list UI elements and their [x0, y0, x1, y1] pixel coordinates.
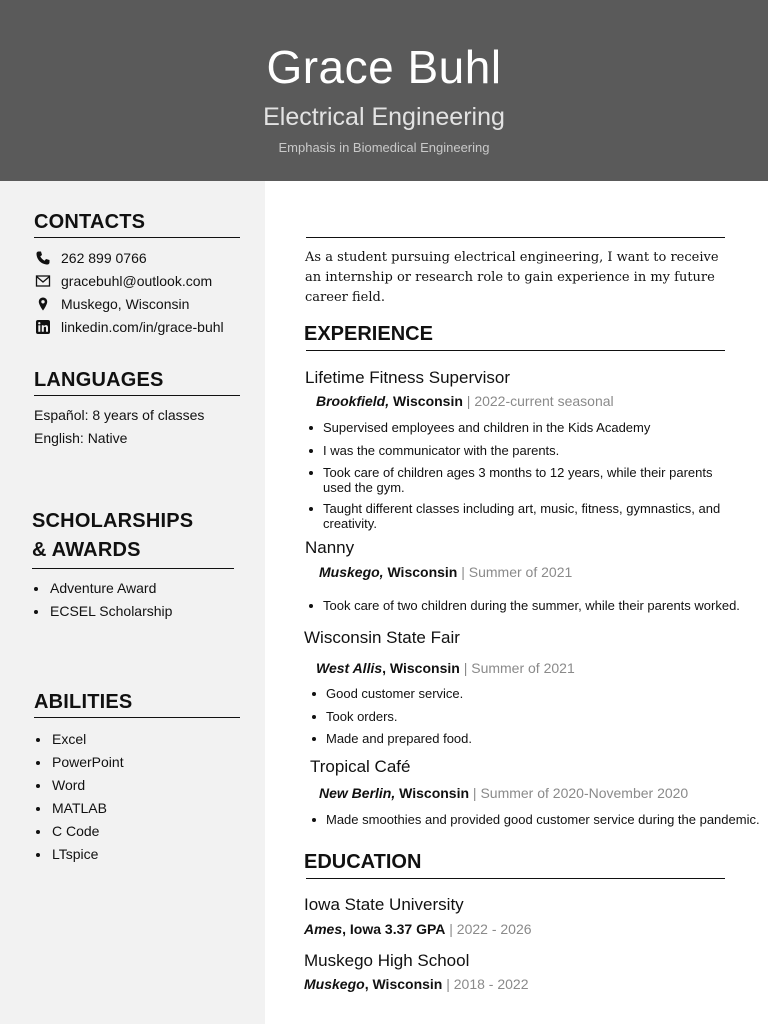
- job-bullet: Took care of children ages 3 months to 12 years, while their parents used the gym.: [323, 465, 723, 495]
- school-name: Iowa State University: [304, 895, 464, 914]
- linkedin-icon: [34, 319, 51, 336]
- abilities-divider: [34, 717, 240, 718]
- job-title: Nanny: [305, 538, 355, 557]
- languages-heading: LANGUAGES: [34, 369, 164, 391]
- job-dates: | Summer of 2021: [457, 564, 573, 580]
- ability-item: LTspice: [52, 846, 99, 862]
- objective-divider: [306, 237, 725, 238]
- language-item: English: Native: [34, 430, 128, 446]
- awards-heading-line1: SCHOLARSHIPS: [32, 510, 194, 532]
- job-location: [316, 660, 575, 676]
- ability-item: Word: [52, 777, 86, 793]
- location-text: Muskego, Wisconsin: [61, 296, 190, 312]
- job-dates: | 2022-current seasonal: [462, 393, 614, 409]
- job-bullet: Made smoothies and provided good customer service during the pandemic.: [326, 812, 762, 827]
- map-pin-icon: [34, 296, 51, 313]
- abilities-heading: ABILITIES: [34, 691, 133, 713]
- resume-header: [0, 0, 768, 181]
- languages-divider: [34, 395, 240, 396]
- job-state: Wisconsin: [383, 564, 458, 580]
- school-dates: | 2022 - 2026: [445, 921, 532, 937]
- major-emphasis: Emphasis in Biomedical Engineering: [278, 140, 490, 155]
- job-bullet: Supervised employees and children in the Kids Academy: [323, 420, 723, 435]
- envelope-icon: [34, 273, 51, 290]
- job-title: Wisconsin State Fair: [304, 628, 460, 647]
- awards-heading-line2: & AWARDS: [32, 539, 141, 561]
- experience-heading: EXPERIENCE: [304, 323, 433, 345]
- major-title: Electrical Engineering: [263, 103, 505, 131]
- contacts-divider: [34, 237, 240, 238]
- job-city: West Allis: [316, 660, 383, 676]
- school-city: Muskego: [304, 976, 365, 992]
- education-divider: [306, 878, 725, 879]
- experience-divider: [306, 350, 725, 351]
- contact-phone[interactable]: [34, 248, 147, 268]
- awards-divider: [32, 568, 234, 569]
- objective-statement: As a student pursuing electrical engineering, I want to receive an internship or research role to gain experience in my future career field.: [305, 250, 719, 305]
- phone-number: 262 899 0766: [61, 250, 147, 266]
- contact-email[interactable]: [34, 271, 212, 291]
- school-details: , Iowa 3.37 GPA: [342, 921, 446, 937]
- language-item: Español: 8 years of classes: [34, 407, 205, 423]
- job-dates: | Summer of 2021: [459, 660, 575, 676]
- job-city: New Berlin,: [319, 785, 396, 801]
- school-city: Ames: [304, 921, 343, 937]
- job-bullet: Took care of two children during the summer, while their parents worked.: [323, 598, 763, 613]
- job-bullet: Good customer service.: [326, 686, 726, 701]
- school-location: [304, 976, 529, 992]
- job-title: Lifetime Fitness Supervisor: [305, 368, 511, 387]
- candidate-name: Grace Buhl: [266, 41, 502, 93]
- education-heading: EDUCATION: [304, 851, 422, 873]
- school-details: , Wisconsin: [364, 976, 443, 992]
- ability-item: PowerPoint: [52, 754, 124, 770]
- award-item: ECSEL Scholarship: [50, 603, 173, 619]
- contacts-heading: CONTACTS: [34, 211, 146, 233]
- school-location: [304, 921, 532, 937]
- job-dates: | Summer of 2020-November 2020: [469, 785, 689, 801]
- job-location: [319, 564, 572, 580]
- job-bullet: I was the communicator with the parents.: [323, 443, 723, 458]
- ability-item: Excel: [52, 731, 87, 747]
- job-bullet: Taught different classes including art, music, fitness, gymnastics, and creativity.: [323, 501, 723, 531]
- ability-item: MATLAB: [52, 800, 107, 816]
- job-state: Wisconsin: [395, 785, 470, 801]
- job-bullet: Made and prepared food.: [326, 731, 726, 746]
- phone-icon: [34, 250, 51, 267]
- linkedin-url: linkedin.com/in/grace-buhl: [61, 319, 224, 335]
- email-address: gracebuhl@outlook.com: [61, 273, 213, 289]
- job-state: Wisconsin: [389, 393, 463, 409]
- job-city: Muskego,: [319, 564, 384, 580]
- job-title: Tropical Café: [310, 757, 411, 776]
- contact-location: [34, 294, 189, 314]
- contact-linkedin[interactable]: [34, 317, 224, 337]
- school-dates: | 2018 - 2022: [442, 976, 529, 992]
- job-location: [316, 393, 614, 409]
- job-city: Brookfield,: [316, 393, 390, 409]
- job-state: , Wisconsin: [382, 660, 460, 676]
- ability-item: C Code: [52, 823, 100, 839]
- award-item: Adventure Award: [50, 580, 157, 596]
- school-name: Muskego High School: [304, 951, 470, 970]
- job-bullet: Took orders.: [326, 709, 726, 724]
- job-location: [319, 785, 688, 801]
